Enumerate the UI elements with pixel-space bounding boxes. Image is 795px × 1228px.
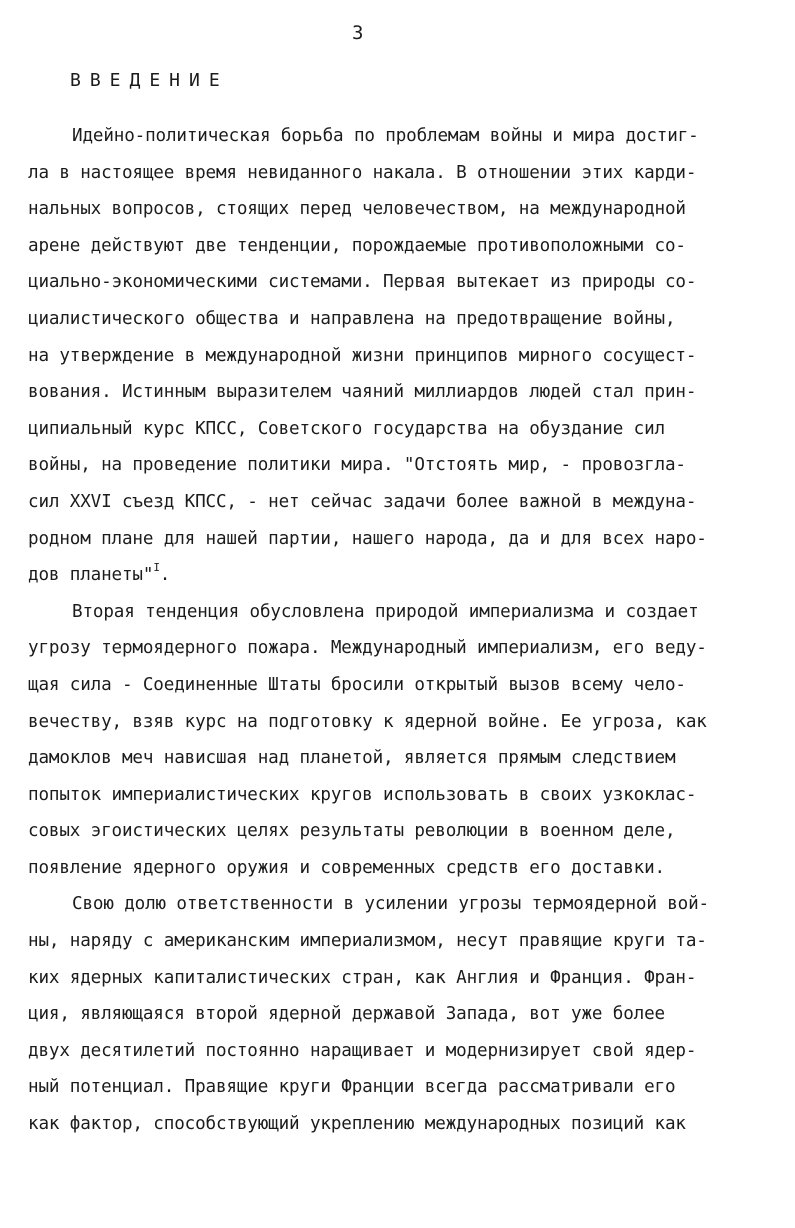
text-line-content: дов планеты": [28, 565, 154, 586]
text-line: ция, являющаяся второй ядерной державой Запада, вот уже более: [28, 1004, 665, 1025]
footnote-marker: I: [153, 561, 160, 575]
text-line: Свою долю ответственности в усилении угрозы термоядерной вой-: [72, 894, 709, 915]
section-heading: ВВЕДЕНИЕ: [70, 70, 229, 91]
page-number: 3: [352, 22, 364, 44]
text-line: войны, на проведение политики мира. "Отстоять мир, - провозгла-: [28, 455, 686, 476]
text-line: Идейно-политическая борьба по проблемам войны и мира достиг-: [72, 126, 699, 146]
text-line: ципиальный курс КПСС, Советского государства на обуздание сил: [28, 418, 665, 439]
body-text: [28, 118, 768, 1143]
text-line: ких ядерных капиталистических стран, как Англия и Франция. Фран-: [28, 967, 697, 988]
text-line: сил XXVI съезд КПСС, - нет сейчас задачи более важной в междуна-: [28, 491, 697, 512]
text-line: появление ядерного оружия и современных средств его доставки.: [28, 857, 665, 878]
text-line: ла в настоящее время невиданного накала. В отношении этих карди-: [28, 162, 697, 183]
text-line: двух десятилетий постоянно наращивает и модернизирует свой ядер-: [28, 1040, 697, 1061]
text-line: дамоклов меч нависшая над планетой, является прямым следствием: [28, 748, 676, 769]
text-line: как фактор, способствующий укреплению международных позиций как: [28, 1114, 686, 1135]
text-line: ны, наряду с американским империализмом, несут правящие круги та-: [28, 931, 707, 952]
text-line: угрозу термоядерного пожара. Международный империализм, его веду-: [28, 638, 707, 659]
text-line: Вторая тенденция обусловлена природой империализма и создает: [72, 601, 699, 622]
text-line: арене действуют две тенденции, порождаемые противоположными со-: [28, 235, 686, 256]
text-line: щая сила - Соединенные Штаты бросили открытый вызов всему чело-: [28, 674, 686, 695]
text-line: вечеству, взяв курс на подготовку к ядерной войне. Ее угроза, как: [28, 711, 707, 732]
text-line-with-footnote: дов планеты"$^I$.: [28, 561, 171, 586]
text-line: родном плане для нашей партии, нашего народа, да и для всех наро-: [28, 528, 707, 549]
text-line: вования. Истинным выразителем чаяний миллиардов людей стал прин-: [28, 382, 697, 403]
text-line: на утверждение в международной жизни принципов мирного сосущест-: [28, 345, 697, 366]
paragraph: [28, 594, 768, 887]
text-line: попыток империалистических кругов использовать в своих узкоклас-: [28, 784, 697, 805]
text-line: ный потенциал. Правящие круги Франции всегда рассматривали его: [28, 1077, 676, 1098]
text-line: совых эгоистических целях результаты революции в военном деле,: [28, 821, 676, 842]
paragraph: [28, 118, 768, 594]
text-line: циалистического общества и направлена на предотвращение войны,: [28, 308, 676, 329]
text-line: циально-экономическими системами. Первая вытекает из природы со-: [28, 272, 697, 293]
paragraph: [28, 886, 768, 1142]
text-line: нальных вопросов, стоящих перед человечеством, на международной: [28, 199, 686, 220]
